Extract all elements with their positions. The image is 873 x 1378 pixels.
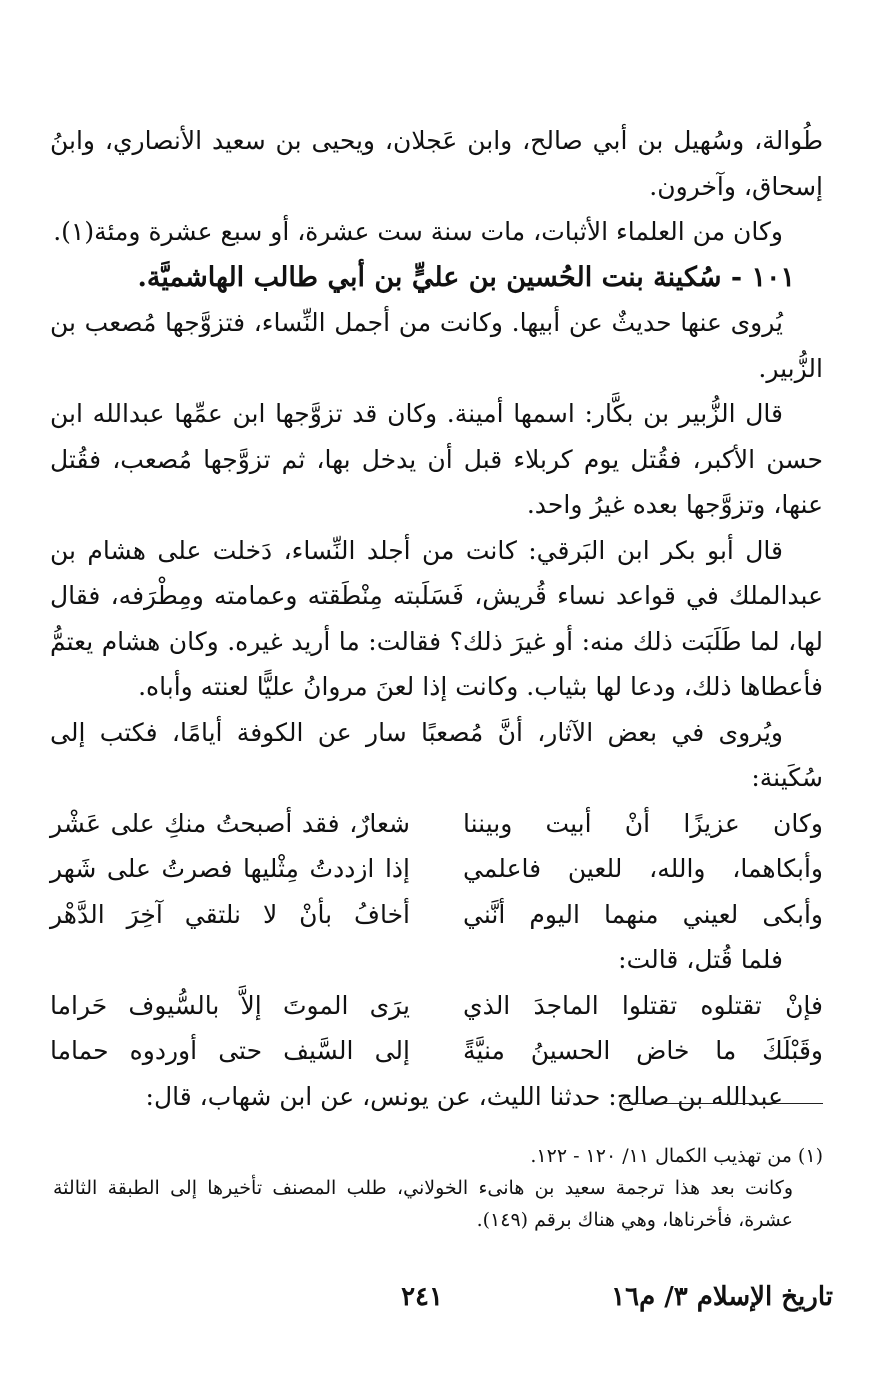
first-hemistich: وكان عزيزًا أنْ أبيت وبيننا bbox=[463, 808, 823, 838]
paragraph: عبدالله بن صالح: حدثنا الليث، عن يونس، عن ابن شهاب، قال: bbox=[145, 1081, 783, 1111]
footnote-note: وكانت بعد هذا ترجمة سعيد بن هانىء الخولاني، طلب المصنف تأخيرها إلى الطبقة الثالثة عشرة، فأخرناها، وهي هناك برقم (١٤٩). bbox=[53, 1177, 793, 1231]
first-hemistich: وأبكى لعيني منهما اليوم أنَّني bbox=[463, 899, 823, 929]
first-hemistich: وقَبْلَكَ ما خاض الحسينُ منيَّةً bbox=[463, 1036, 823, 1065]
paragraph: قال الزُّبير بن بكَّار: اسمها أمينة. وكان قد تزوَّجها ابن عمِّها عبدالله ابن حسن الأكبر، فقُتل يوم كربلاء قبل أن يدخل بها، ثم تزوَّجها مُصعب، فقُتل عنها، وتزوَّجها بعده غيرُ واحد. bbox=[50, 399, 823, 519]
paragraph: طُوالة، وسُهيل بن أبي صالح، وابن عَجلان، ويحيى بن سعيد الأنصاري، وابنُ إسحاق، وآخرون. bbox=[50, 126, 823, 201]
first-hemistich: وأبكاهما، والله، للعين فاعلمي bbox=[463, 854, 823, 883]
second-hemistich: أخافُ بأنْ لا نلتقي آخِرَ الدَّهْر bbox=[50, 899, 410, 929]
second-hemistich: يرَى الموتَ إلاَّ بالسُّيوف حَراما bbox=[50, 990, 410, 1020]
second-hemistich: إذا ازددتُ مِثْليها فصرتُ على شَهر bbox=[50, 854, 410, 883]
footnote: (١) من تهذيب الكمال ١١/ ١٢٠ - ١٢٢. bbox=[530, 1145, 823, 1167]
paragraph: وكان من العلماء الأثبات، مات سنة ست عشرة، أو سبع عشرة ومئة(١). bbox=[53, 217, 783, 246]
second-hemistich: شعارٌ، فقد أصبحتُ منكِ على عَشْر bbox=[50, 808, 410, 838]
verse-line bbox=[50, 983, 823, 1029]
paragraph: يُروى عنها حديثٌ عن أبيها. وكانت من أجمل النِّساء، فتزوَّجها مُصعب بن الزُّبير. bbox=[50, 308, 823, 383]
footnotes bbox=[53, 1140, 823, 1236]
page-number: ٢٤١ bbox=[401, 1282, 443, 1312]
entry-heading: ١٠١ - سُكينة بنت الحُسين بن عليٍّ بن أبي طالب الهاشميَّة. bbox=[137, 261, 795, 293]
page-footer bbox=[40, 1282, 833, 1322]
poem-block bbox=[50, 983, 823, 1074]
first-hemistich: فإنْ تقتلوه تقتلوا الماجدَ الذي bbox=[463, 990, 823, 1020]
second-hemistich: إلى السَّيف حتى أوردوه حماما bbox=[50, 1036, 410, 1065]
verse-line bbox=[50, 892, 823, 938]
main-text bbox=[50, 118, 823, 1119]
paragraph: قال أبو بكر ابن البَرقي: كانت من أجلد النِّساء، دَخلت على هشام بن عبدالملك في قواعد نساء قُريش، فَسَلَبته مِنْطَقته وعمامته ومِطْرَفه، فقال لها، لما طَلَبَت ذلك منه: أو غيرَ ذلك؟ فقالت: ما أريد غيره. وكان هشام يعتمُّ فأعطاها ذلك، ودعا لها بثياب. وكانت إذا لعنَ مروانُ عليًّا لعنته وأباه. bbox=[50, 535, 823, 701]
running-title: تاريخ الإسلام ٣/ م١٦ bbox=[611, 1282, 833, 1312]
verse-line bbox=[50, 801, 823, 847]
verse-line bbox=[50, 1028, 823, 1074]
footnote-separator bbox=[623, 1103, 823, 1104]
paragraph: ويُروى في بعض الآثار، أنَّ مُصعبًا سار عن الكوفة أيامًا، فكتب إلى سُكَينة: bbox=[50, 717, 823, 792]
verse-line bbox=[50, 846, 823, 892]
paragraph: فلما قُتل، قالت: bbox=[618, 945, 783, 974]
poem-block bbox=[50, 801, 823, 938]
